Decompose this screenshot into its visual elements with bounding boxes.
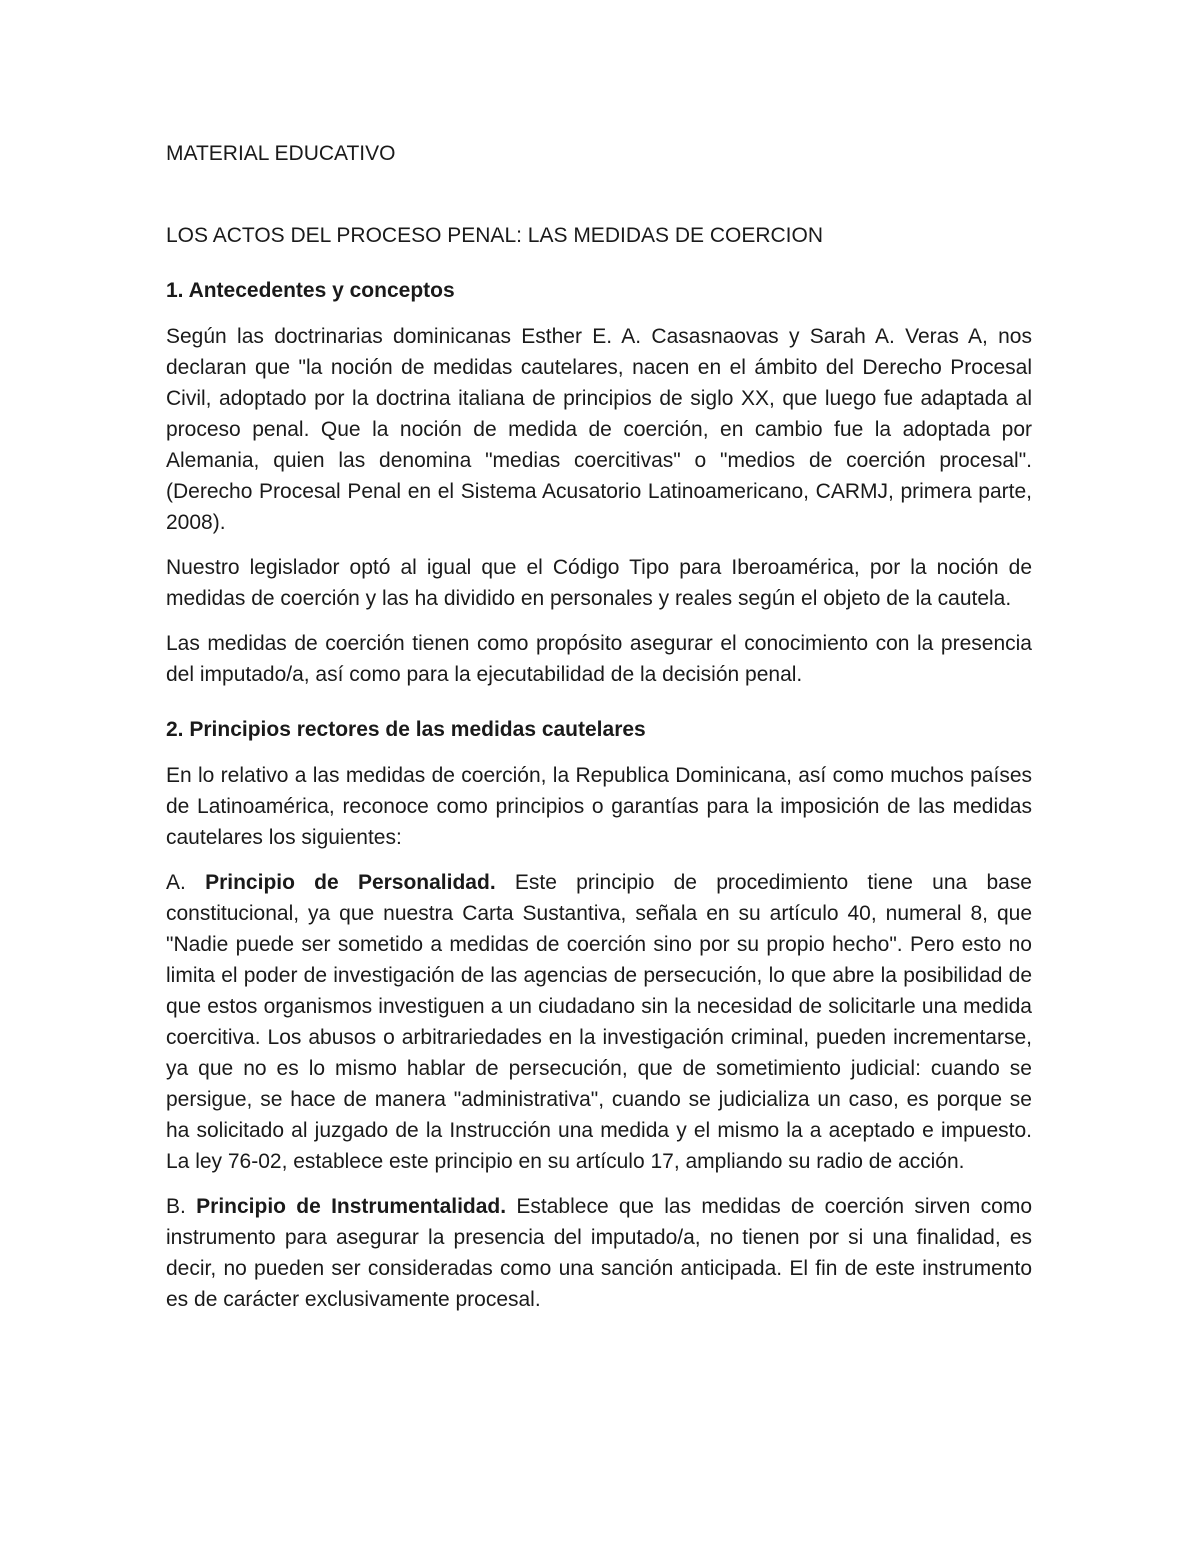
section-1-paragraph-2: Nuestro legislador optó al igual que el Código Tipo para Iberoamérica, por la noción de medidas de coerción y las ha dividido en personales y reales según el objeto de la cautela. <box>166 556 1032 610</box>
principle-b-text: Establece que las medidas de coerción sirven como instrumento para asegurar la presencia del imputado/a, no tienen por si una finalidad, es decir, no pueden ser consideradas como una sanción anticipada. El fin de este instrumento es de carácter exclusivamente procesal. <box>166 1195 1033 1311</box>
document-title: LOS ACTOS DEL PROCESO PENAL: LAS MEDIDAS DE COERCION <box>166 224 824 247</box>
principle-b-letter: B. <box>166 1195 197 1218</box>
principle-a-text: Este principio de procedimiento tiene una base constitucional, ya que nuestra Carta Sustantiva, señala en su artículo 40, numeral 8, que "Nadie puede ser sometido a medidas de coerción sino por su propio hecho". Pero esto no limita el poder de investigación de las agencias de persecución, lo que abre la posibilidad de que estos organismos investiguen a un ciudadano sin la necesidad de solicitarle una medida coercitiva. Los abusos o arbitrariedades en la investigación criminal, pueden incrementarse, ya que no es lo mismo hablar de persecución, que de sometimiento judicial: cuando se persigue, se hace de manera "administrativa", cuando se judicializa un caso, es porque se ha solicitado al juzgado de la Instrucción una medida y el mismo la a aceptado e impuesto. La ley 76-02, establece este principio en su artículo 17, ampliando su radio de acción. <box>166 871 1032 1173</box>
document-label: MATERIAL EDUCATIVO <box>166 142 396 165</box>
principle-b-paragraph <box>166 1191 1032 1315</box>
section-2-intro: En lo relativo a las medidas de coerción, la Republica Dominicana, así como muchos países de Latinoamérica, reconoce como principios o garantías para la imposición de las medidas cautelares los siguientes: <box>166 764 1032 849</box>
principle-a-name: Principio de Personalidad. <box>205 871 496 894</box>
section-1-paragraph-3: Las medidas de coerción tienen como propósito asegurar el conocimiento con la presencia del imputado/a, así como para la ejecutabilidad de la decisión penal. <box>166 632 1032 686</box>
section-1-paragraph-1: Según las doctrinarias dominicanas Esther E. A. Casasnaovas y Sarah A. Veras A, nos declaran que "la noción de medidas cautelares, nacen en el ámbito del Derecho Procesal Civil, adoptado por la doctrina italiana de principios de siglo XX, que luego fue adaptada al proceso penal. Que la noción de medida de coerción, en cambio fue la adoptada por Alemania, quien las denomina "medias coercitivas" o "medios de coerción procesal". (Derecho Procesal Penal en el Sistema Acusatorio Latinoamericano, CARMJ, primera parte, 2008). <box>166 325 1032 534</box>
section-1-heading: 1. Antecedentes y conceptos <box>166 279 455 302</box>
document-page <box>166 138 1032 1315</box>
principle-a-paragraph <box>166 867 1032 1177</box>
principle-a-letter: A. <box>166 871 206 894</box>
section-2-heading: 2. Principios rectores de las medidas cautelares <box>166 718 646 741</box>
principle-b-name: Principio de Instrumentalidad. <box>196 1195 507 1218</box>
